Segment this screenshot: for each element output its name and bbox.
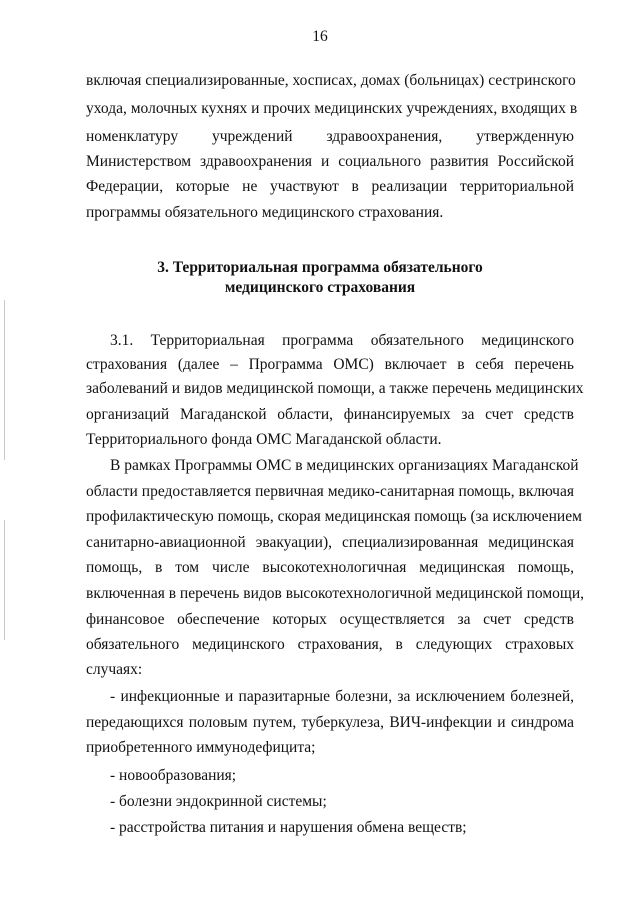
text-line: финансовое обеспечение которых осуществляется за счет средств: [86, 611, 574, 628]
text-line: программы обязательного медицинского страхования.: [86, 204, 444, 221]
text-line: Министерством здравоохранения и социального развития Российской: [86, 153, 574, 170]
text-line: области предоставляется первичная медико-санитарная помощь, включая: [86, 483, 574, 500]
text-line: В рамках Программы ОМС в медицинских организациях Магаданской: [110, 457, 579, 474]
text-line: страхования (далее – Программа ОМС) включает в себя перечень: [86, 356, 574, 373]
list-item-continuation: приобретенного иммунодефицита;: [86, 739, 316, 756]
list-item: - расстройства питания и нарушения обмена веществ;: [110, 819, 467, 836]
list-item: - новообразования;: [110, 767, 237, 784]
list-item: - болезни эндокринной системы;: [110, 793, 327, 810]
text-line: включая специализированные, хосписах, домах (больницах) сестринского: [86, 72, 576, 89]
page-number: 16: [312, 28, 328, 45]
text-line: помощь, в том числе высокотехнологичная медицинская помощь,: [86, 559, 574, 576]
list-item: - инфекционные и паразитарные болезни, за исключением болезней,: [110, 688, 574, 705]
scan-edge-mark: [4, 300, 5, 460]
text-line: санитарно-авиационной эвакуации), специализированная медицинская: [86, 534, 574, 551]
list-item-continuation: передающихся половым путем, туберкулеза, ВИЧ-инфекции и синдрома: [86, 714, 574, 731]
section-heading: 3. Территориальная программа обязательного: [157, 259, 483, 276]
text-line: ухода, молочных кухнях и прочих медицинских учреждениях, входящих в: [86, 100, 578, 117]
text-line: Федерации, которые не участвуют в реализации территориальной: [86, 178, 574, 195]
section-heading: медицинского страхования: [224, 279, 416, 296]
text-line: заболеваний и видов медицинской помощи, а также перечень медицинских: [86, 380, 584, 397]
text-line: организаций Магаданской области, финансируемых за счет средств: [86, 406, 574, 423]
text-line: случаях:: [86, 661, 143, 678]
scan-edge-mark: [4, 520, 5, 640]
text-line: включенная в перечень видов высокотехнологичной медицинской помощи,: [86, 585, 585, 602]
text-line: обязательного медицинского страхования, в следующих страховых: [86, 636, 574, 653]
text-line: 3.1. Территориальная программа обязательного медицинского: [110, 332, 574, 349]
text-line: профилактическую помощь, скорая медицинская помощь (за исключением: [86, 508, 582, 525]
text-line: Территориального фонда ОМС Магаданской области.: [86, 431, 442, 448]
text-line: номенклатуру учреждений здравоохранения, утвержденную: [86, 128, 574, 145]
